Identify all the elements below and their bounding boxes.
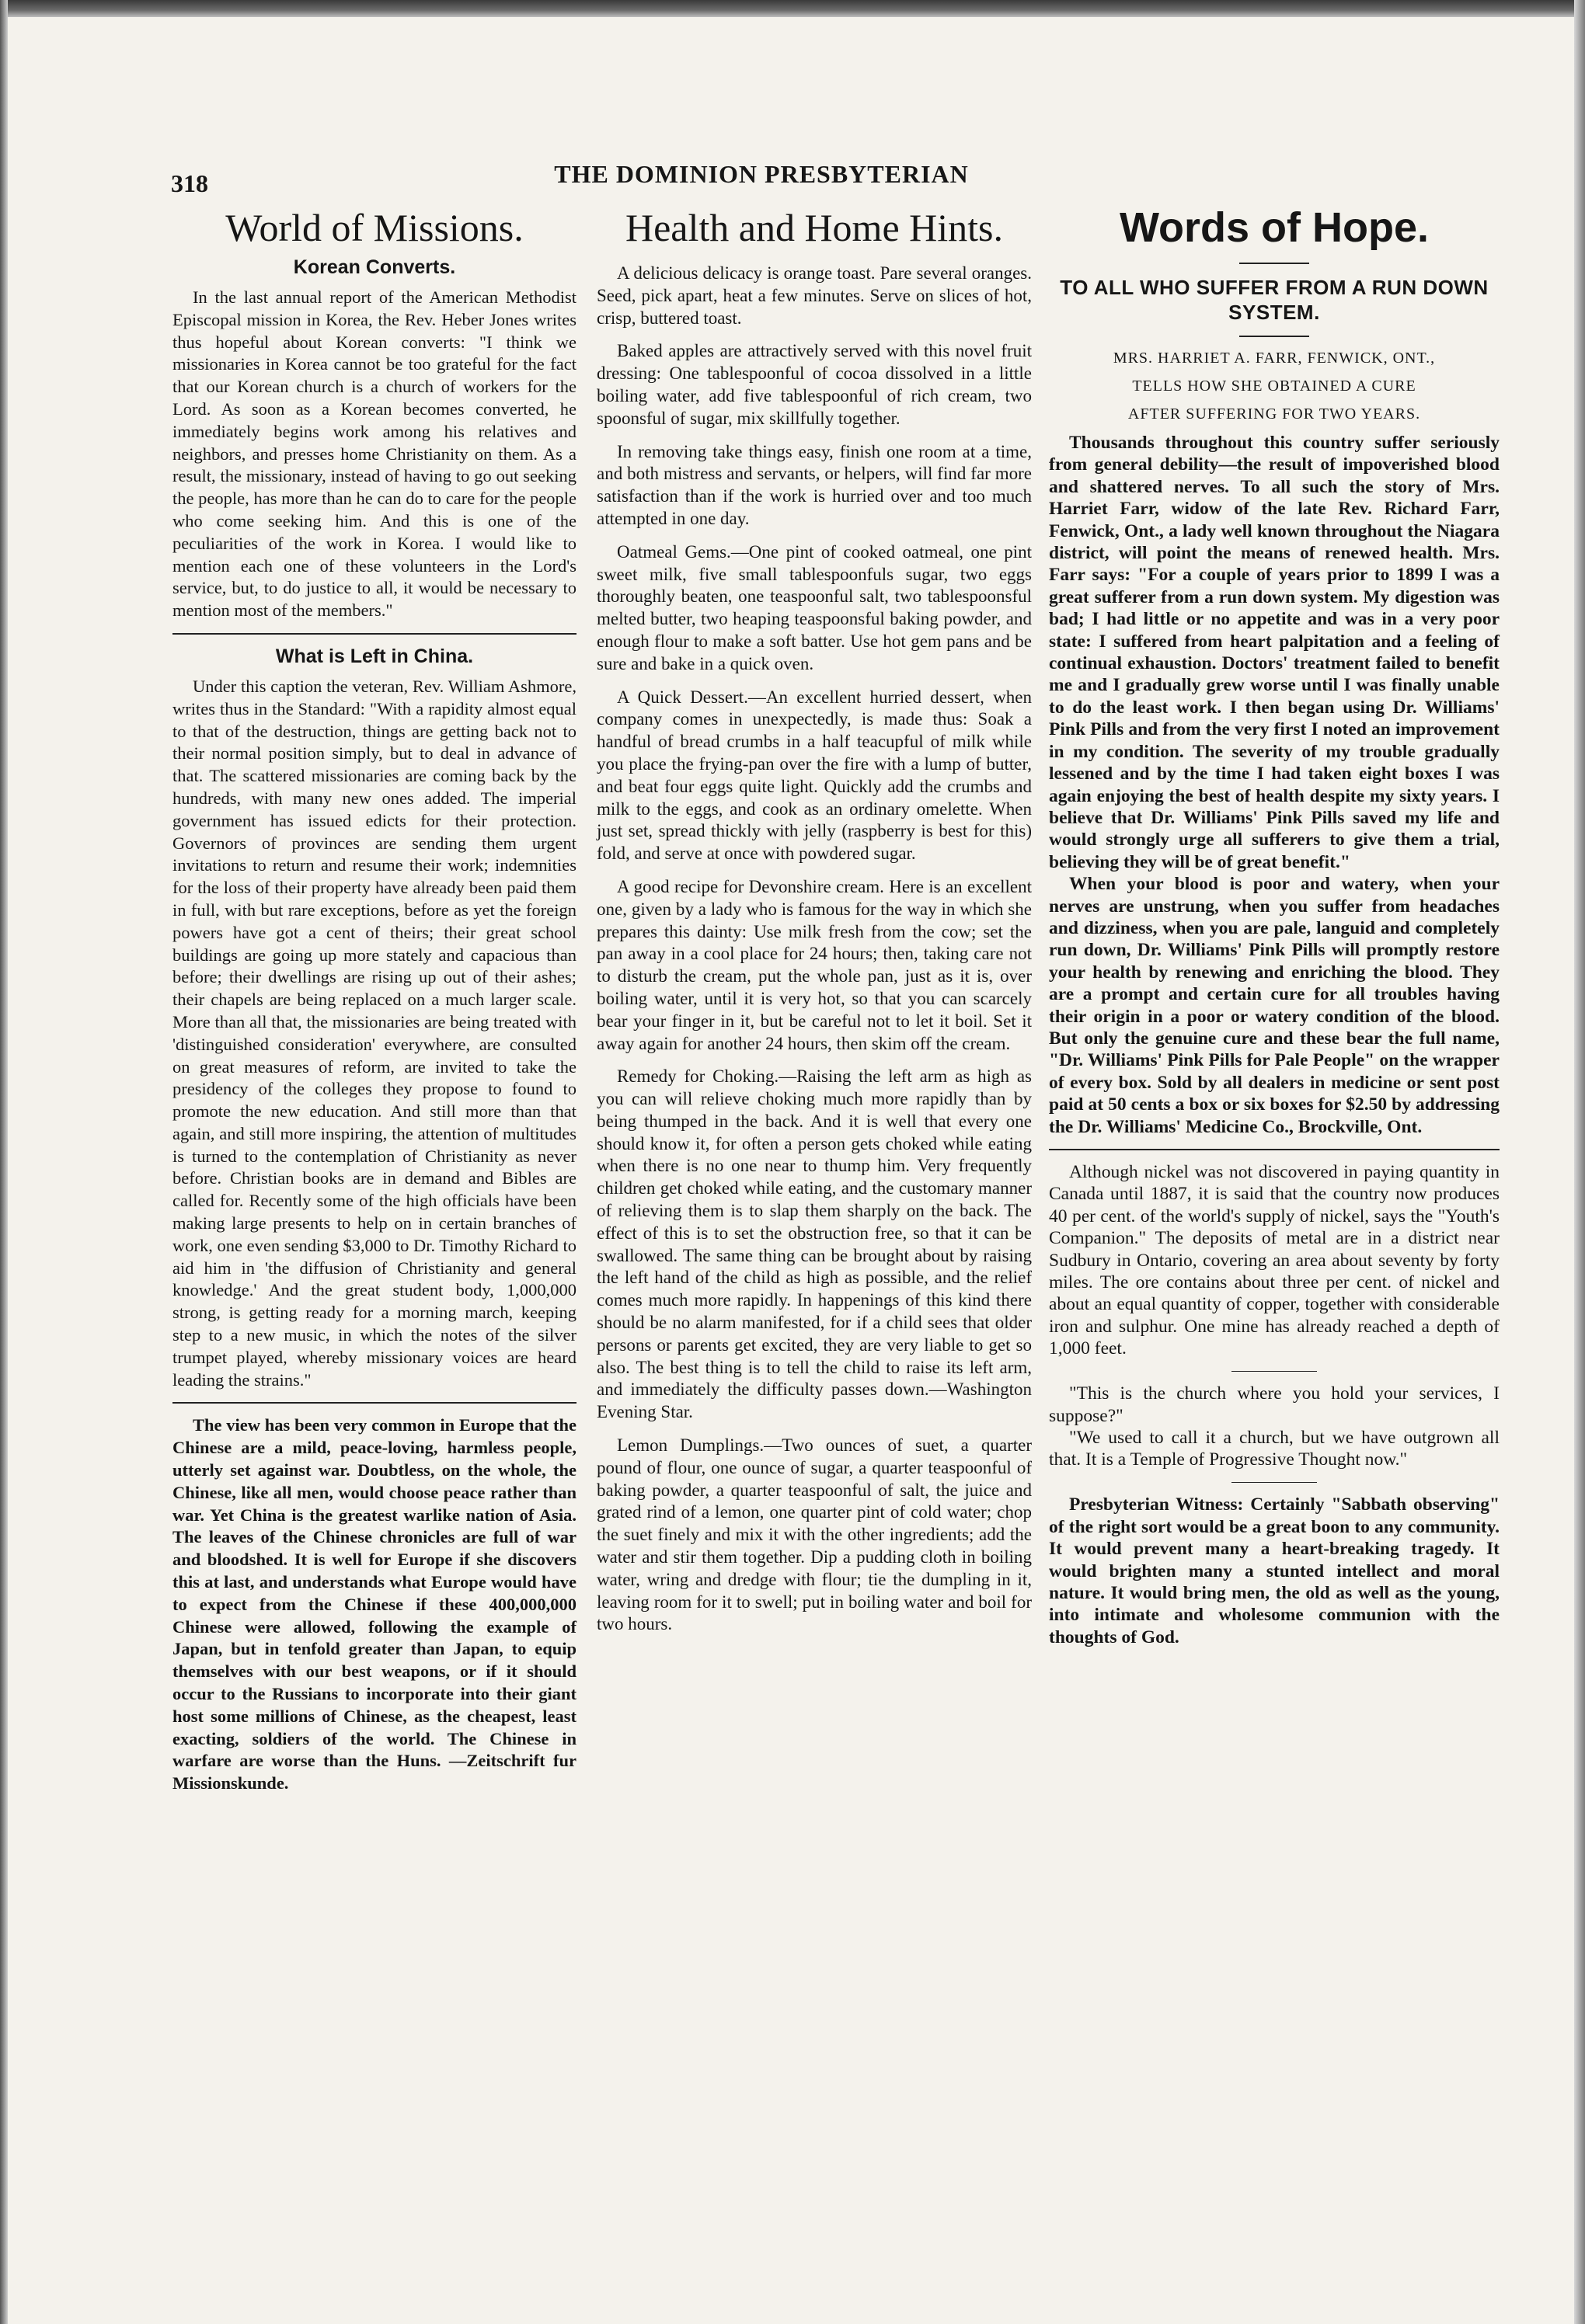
hint-paragraph: Lemon Dumplings.—Two ounces of suet, a quarter pound of flour, one ounce of sugar, a quarter teaspoonful of baking powder, a quarter teaspoonful of salt, the juice and grated rind of a lemon, one quarter pint of cold water; chop the suet finely and mix it with the other ingredients; add the water and stir them together. Dip a pudding cloth in boiling water, wring and dredge with flour; tie the dumpling in it, leaving room for it to swell; put in boiling water and boil for two hours. (597, 1435, 1032, 1634)
column-world-of-missions (172, 204, 577, 1795)
article-nickel: Although nickel was not discovered in paying quantity in Canada until 1887, it is said that the country now produces 40 per cent. of the world's supply of nickel, says the "Youth's Companion." The deposits of metal are in a district near Sudbury in Ontario, covering an area about seventy by forty miles. The ore contains about three per cent. of nickel and about an equal quantity of copper, together with considerable iron and sulphur. One mine has already reached a depth of 1,000 feet. (1049, 1162, 1500, 1359)
section-heading-missions: World of Missions. (225, 206, 524, 249)
ad-pink-pills: When your blood is poor and watery, when your nerves are unstrung, when you suffer from headaches and dizziness, when you are pale, languid and completely run down, Dr. Williams' Pink Pills will promptly restore your health by renewing and enriching the blood. They are a prompt and certain cure for all troubles having their origin in a poor or watery condition of the blood. But only the genuine cure and these bear the full name, "Dr. Williams' Pink Pills for Pale People" on the wrapper of every box. Sold by all dealers in medicine or sent post paid at 50 cents a box or six boxes for $2.50 by addressing the Dr. Williams' Medicine Co., Brockville, Ont. (1049, 874, 1500, 1137)
article-title-korean-converts: Korean Converts. (293, 256, 456, 278)
church-quote-1: "This is the church where you hold your services, I suppose?" (1049, 1383, 1500, 1426)
article-presbyterian-witness: Presbyterian Witness: Certainly "Sabbath observing" of the right sort would be a great boon to any community. It would prevent many a heart-breaking tragedy. It would brighten many a stunted intellect and moral nature. It would bring men, the old as well as the young, into intimate and wholesome communion with the thoughts of God. (1049, 1494, 1500, 1647)
ad-byline-3: AFTER SUFFERING FOR TWO YEARS. (1127, 405, 1421, 423)
ad-subheading: TO ALL WHO SUFFER FROM A RUN DOWN SYSTEM. (1060, 276, 1489, 324)
divider (1239, 336, 1309, 337)
hint-paragraph: Oatmeal Gems.—One pint of cooked oatmeal, one pint sweet milk, five small tablespoonfuls sugar, two eggs thoroughly beaten, one teaspoonful salt, two tablespoonsful melted butter, two heaping teaspoonsful baking powder, and enough flour to make a soft batter. Use hot gem pans and be sure and bake in a quick oven. (597, 541, 1032, 673)
hint-paragraph: A good recipe for Devonshire cream. Here is an excellent one, given by a lady who is famous for the way in which she prepares this dainty: Use milk fresh from the cow; set the pan away in a cool place for 24 hours; then, taking care not to disturb the cream, put the whole pan, just as it is, over boiling water, until it is very hot, so that you can scarcely bear your finger in it, but be careful not to let it boil. Set it away again for another 24 hours, then skim off the cream. (597, 876, 1032, 1053)
divider (1231, 1371, 1317, 1372)
page-number: 318 (171, 169, 208, 197)
ad-testimonial: Thousands throughout this country suffer seriously from general debility—the result of impoverished blood and shattered nerves. To all such the story of Mrs. Harriet Farr, widow of the late Rev. Richard Farr, Fenwick, Ont., a lady well known throughout the Niagara district, will point the means of renewed health. Mrs. Farr says: "For a couple of years prior to 1899 I was a great sufferer from a run down system. My digestion was bad; I had little or no appetite and was in a very poor state: I suffered from heart palpitation and a feeling of continual exhaustion. Doctors' treatment failed to benefit me and I gradually grew worse until I was finally unable to do the least work. I then began using Dr. Williams' Pink Pills and from the very first I noted an improvement in my condition. The severity of my trouble gradually lessened and by the time I had taken eight boxes I was again enjoying the best of health despite my sixty years. I believe that Dr. Williams' Pink Pills saved my life and would strongly urge all sufferers to give them a trial, believing they will be of great benefit." (1049, 433, 1500, 872)
ad-byline: MRS. HARRIET A. FARR, FENWICK, ONT., (1113, 350, 1436, 367)
hint-paragraph: Remedy for Choking.—Raising the left arm as high as you can will relieve choking much more rapidly than by being thumped in the back. And it is well that every one should know it, for often a person gets choked while eating when there is no one near to thump him. Very frequently children get choked while eating, and the customary manner of relieving them is to slap them sharply on the back. The effect of this is to set the obstruction free, so that it can be swallowed. The same thing can be brought about by raising the left hand of the child as high as possible, and the relief comes much more rapidly. In happenings of this kind there should be no alarm manifested, for if a child sees that older persons or parents get excited, they are very liable to get so also. The best thing is to tell the child to raise its left arm, and immediately the difficulty passes down.—Washington Evening Star. (597, 1066, 1032, 1422)
divider (172, 633, 577, 635)
divider (1049, 1149, 1500, 1150)
column-health-home-hints (597, 204, 1032, 1636)
article-china: Under this caption the veteran, Rev. William Ashmore, writes thus in the Standard: "With a rapidity almost equal to that of the destruction, things are getting back not to their normal position simply, but to deal in advance of that. The scattered missionaries are coming back by the hundreds, with many new ones added. The imperial government has issued edicts for their protection. Governors of provinces are sending them urgent invitations to return and resume their work; indemnities for the loss of their property have already been paid them in full, with but rare exceptions, before as yet the foreign powers have got a cent of theirs; their great school buildings are going up more stately and capacious than before; their dwellings are rising up out of their ashes; their chapels are being replaced on a much larger scale. More than all that, the missionaries are being treated with 'distinguished consideration' everywhere, are consulted on great measures of reform, are invited to take the presidency of the colleges they propose to found to promote the new education. And still more than that again, and still more inspiring, the attention of multitudes is turned to the contemplation of Christianity as never before. Christian books are in demand and Bibles are called for. Recently some of the high officials have been making large presents to help on in certain branches of work, one even sending $3,000 to Dr. Timothy Richard to aid him in 'the diffusion of Christianity and general knowledge.' And the great student body, 1,000,000 strong, is getting ready for a morning march, keeping step to a new music, in which the notes of the silver trumpet played, whereby missionary voices are heard leading the strains." (172, 676, 577, 1390)
ad-byline-2: TELLS HOW SHE OBTAINED A CURE (1132, 377, 1416, 395)
divider (172, 1402, 577, 1404)
scan-right-edge (1574, 0, 1585, 2324)
church-quote-2: "We used to call it a church, but we have outgrown all that. It is a Temple of Progressive Thought now." (1049, 1427, 1500, 1470)
running-head: THE DOMINION PRESBYTERIAN (554, 160, 969, 188)
hint-paragraph: In removing take things easy, finish one room at a time, and both mistress and servants, or helpers, will find far more satisfaction than if the work is hurried over and too much attempted in one day. (597, 441, 1032, 528)
article-korean-converts: In the last annual report of the American Methodist Episcopal mission in Korea, the Rev. Heber Jones writes thus hopeful about Korean converts: "I think we missionaries in Korea cannot be too grateful for the fact that our Korean church is a church of workers for the Lord. As soon as a Korean becomes converted, he immediately begins work among his relatives and neighbors, and presses home Christianity on them. As a result, the missionary, instead of having to go out seeking the people, has more than he can do to care for the people who come seeking him. And this is one of the peculiarities of the work in Korea. I would like to mention each one of these volunteers in the Lord's service, but, to do justice to all, it would be necessary to mention most of the members." (172, 287, 577, 621)
article-title-china: What is Left in China. (275, 645, 474, 667)
section-heading-words-of-hope: Words of Hope. (1120, 204, 1429, 251)
column-words-of-hope (1049, 204, 1500, 1648)
scan-left-edge (0, 0, 8, 2324)
hint-paragraph: Baked apples are attractively served with this novel fruit dressing: One tablespoonful of cocoa dissolved in a little boiling water, add five tablespoonful of rich cream, two spoonsful of sugar, mix skillfully together. (597, 341, 1032, 428)
hint-paragraph: A delicious delicacy is orange toast. Pare several oranges. Seed, pick apart, heat a few minutes. Serve on slices of hot, crisp, buttered toast. (597, 263, 1032, 328)
divider (1231, 1482, 1317, 1484)
divider (1239, 263, 1309, 264)
hint-paragraph: A Quick Dessert.—An excellent hurried dessert, when company comes in unexpectedly, is made thus: Soak a handful of bread crumbs in a half teacupful of milk while you place the frying-pan over the fire with a lump of butter, and beat four eggs quite light. Quickly add the crumbs and milk to the eggs, and cook as an ordinary omelette. When just set, spread thickly with jelly (raspberry is best for this) fold, and serve at once with powdered sugar. (597, 687, 1032, 864)
scan-top-edge (0, 0, 1585, 17)
article-chinese-view: The view has been very common in Europe that the Chinese are a mild, peace-loving, harmless people, utterly set against war. Doubtless, on the whole, the Chinese, like all men, would choose peace rather than war. Yet China is the greatest warlike nation of Asia. The leaves of the Chinese chronicles are full of war and bloodshed. It is well for Europe if she discovers this at last, and understands what Europe would have to expect from the Chinese if these 400,000,000 Chinese were allowed, following the example of Japan, but in tenfold greater than Japan, to equip themselves with our best weapons, or if it should occur to the Russians to incorporate into their giant host some millions of Chinese, as the cheapest, least exacting, soldiers of the world. The Chinese in warfare are worse than the Huns. —Zeitschrift fur Missionskunde. (172, 1415, 577, 1793)
section-heading-health: Health and Home Hints. (625, 206, 1003, 249)
